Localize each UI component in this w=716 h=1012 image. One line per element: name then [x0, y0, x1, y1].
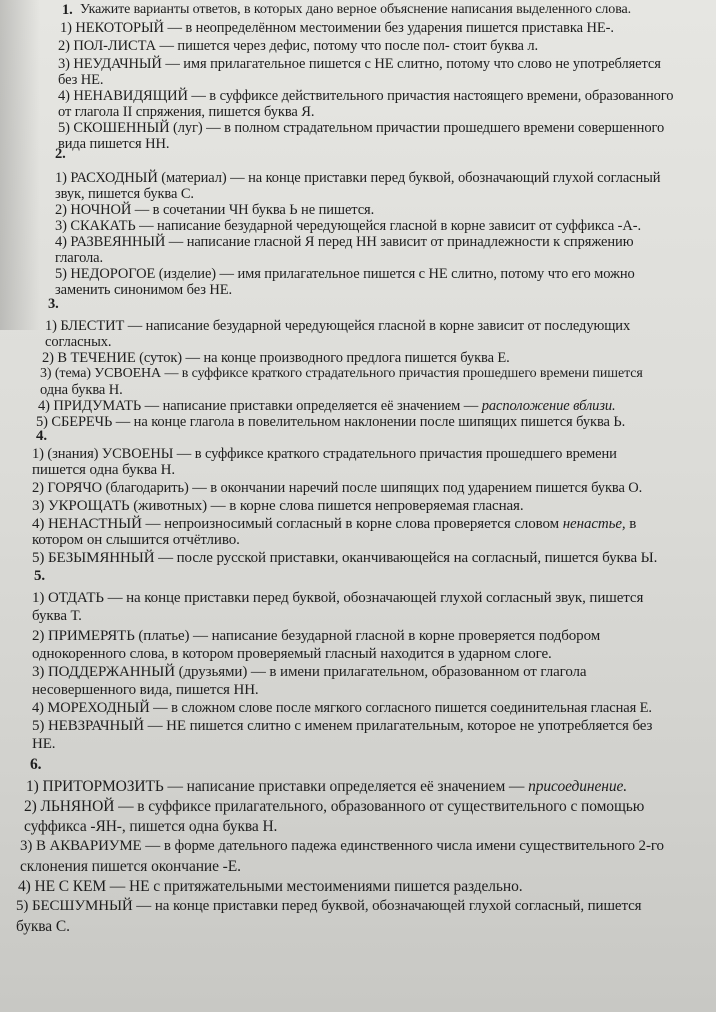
answer-line: 3) ПОДДЕРЖАННЫЙ (друзьями) — в имени прилагательном, образованном от глагола: [32, 664, 587, 680]
answer-line: буква С.: [16, 918, 70, 935]
answer-line: [26, 778, 627, 796]
answer-line: буква Т.: [32, 608, 82, 624]
answer-line: согласных.: [45, 334, 112, 350]
answer-line: 1) ОТДАТЬ — на конце приставки перед буквой, обозначающей глухой согласный звук, пишется: [32, 590, 644, 606]
answer-line: котором он слышится отчётливо.: [32, 532, 240, 548]
answer-line: 2) В ТЕЧЕНИЕ (суток) — на конце производного предлога пишется буква Е.: [42, 350, 510, 366]
answer-line: 4) МОРЕХОДНЫЙ — в сложном слове после мягкого согласного пишется соединительная гласная Е.: [32, 700, 652, 716]
answer-line: 4) НЕ С КЕМ — НЕ с притяжательными местоимениями пишется раздельно.: [18, 878, 523, 895]
task-number: 5.: [34, 568, 46, 584]
answer-line: 1) (знания) УСВОЕНЫ — в суффиксе краткого страдательного причастия прошедшего времени: [32, 446, 617, 462]
task-number: 3.: [48, 296, 59, 312]
answer-line: 2) НОЧНОЙ — в сочетании ЧН буква Ь не пишется.: [55, 202, 375, 218]
answer-line: глагола.: [55, 250, 104, 266]
answer-line: 5) СКОШЕННЫЙ (луг) — в полном страдательном причастии прошедшего времени совершенного: [58, 120, 665, 136]
answer-line: однокоренного слова, в котором проверяемый гласный находится в ударном слоге.: [32, 646, 552, 662]
italic-meaning: расположение вблизи.: [481, 398, 616, 414]
task-number: 4.: [36, 428, 48, 444]
task-intro: Укажите варианты ответов, в которых дано верное объяснение написания выделенного слова.: [80, 2, 632, 17]
answer-line: одна буква Н.: [40, 382, 123, 398]
answer-line: 4) НЕНАВИДЯЩИЙ — в суффиксе действительного причастия настоящего времени, образованного: [58, 88, 674, 104]
answer-line: 2) ПОЛ-ЛИСТА — пишется через дефис, потому что после пол- стоит буква л.: [58, 38, 539, 54]
answer-text: 4) ПРИДУМАТЬ — написание приставки определяется её значением —: [38, 398, 482, 414]
answer-line: без НЕ.: [58, 72, 104, 88]
answer-line: 5) НЕДОРОГОЕ (изделие) — имя прилагательное пишется с НЕ слитно, потому что его можно: [55, 266, 635, 282]
italic-meaning: присоединение.: [528, 778, 628, 795]
answer-line: от глагола II спряжения, пишется буква Я.: [58, 104, 315, 120]
answer-line: 3) СКАКАТЬ — написание безударной чередующейся гласной в корне зависит от суффикса -А-.: [55, 218, 642, 234]
task-number: 1.: [62, 2, 73, 18]
answer-line: НЕ.: [32, 736, 56, 752]
answer-line: вида пишется НН.: [58, 136, 170, 152]
answer-line: 1) БЛЕСТИТ — написание безударной чередующейся гласной в корне зависит от последующих: [45, 318, 631, 334]
answer-line: 2) ГОРЯЧО (благодарить) — в окончании наречий после шипящих под ударением пишется буква О.: [32, 480, 643, 496]
answer-text: 4) НЕНАСТНЫЙ — непроизносимый согласный в корне слова проверяется словом: [32, 516, 563, 532]
answer-line: 2) ПРИМЕРЯТЬ (платье) — написание безударной гласной в корне проверяется подбором: [32, 628, 601, 644]
answer-line: 4) РАЗВЕЯННЫЙ — написание гласной Я перед НН зависит от принадлежности к спряжению: [55, 234, 634, 250]
answer-line: 1) РАСХОДНЫЙ (материал) — на конце приставки перед буквой, обозначающий глухой согласный: [55, 170, 661, 186]
answer-line: 3) В АКВАРИУМЕ — в форме дательного падежа единственного числа имени существительного 2-го: [20, 838, 664, 854]
answer-line: 5) НЕВЗРАЧНЫЙ — НЕ пишется слитно с именем прилагательным, которое не употребляется без: [32, 718, 653, 734]
answer-text: 1) ПРИТОРМОЗИТЬ — написание приставки определяется её значением —: [26, 778, 529, 795]
answer-line: 5) БЕЗЫМЯННЫЙ — после русской приставки, оканчивающейся на согласный, пишется буква Ы.: [32, 550, 658, 566]
answer-line: склонения пишется окончание -Е.: [20, 858, 241, 875]
answer-line: 3) (тема) УСВОЕНА — в суффиксе краткого страдательного причастия прошедшего времени пишется: [40, 366, 643, 381]
answer-line: суффикса -ЯН-, пишется одна буква Н.: [24, 818, 278, 835]
task-number: 2.: [55, 146, 66, 162]
answer-line: 5) СБЕРЕЧЬ — на конце глагола в повелительном наклонении после шипящих пишется буква Ь.: [36, 414, 626, 430]
answer-line: 3) УКРОЩАТЬ (животных) — в корне слова пишется непроверяемая гласная.: [32, 498, 524, 514]
answer-line: 5) БЕСШУМНЫЙ — на конце приставки перед буквой, обозначающей глухой согласный, пишется: [16, 898, 642, 914]
answer-line: заменить синонимом без НЕ.: [55, 282, 233, 298]
answer-line: звук, пишется буква С.: [55, 186, 194, 202]
answer-line: 1) НЕКОТОРЫЙ — в неопределённом местоимении без ударения пишется приставка НЕ-.: [60, 20, 614, 36]
answer-line: 3) НЕУДАЧНЫЙ — имя прилагательное пишется с НЕ слитно, потому что слово не употребляется: [58, 56, 661, 72]
italic-check-word: ненастье,: [562, 516, 626, 532]
answer-line: 2) ЛЬНЯНОЙ — в суффиксе прилагательного, образованного от существительного с помощью: [24, 798, 645, 815]
task-number: 6.: [30, 756, 42, 773]
answer-tail: в: [625, 516, 637, 532]
answer-line: пишется одна буква Н.: [32, 462, 176, 478]
answer-line: несовершенного вида, пишется НН.: [32, 682, 259, 698]
